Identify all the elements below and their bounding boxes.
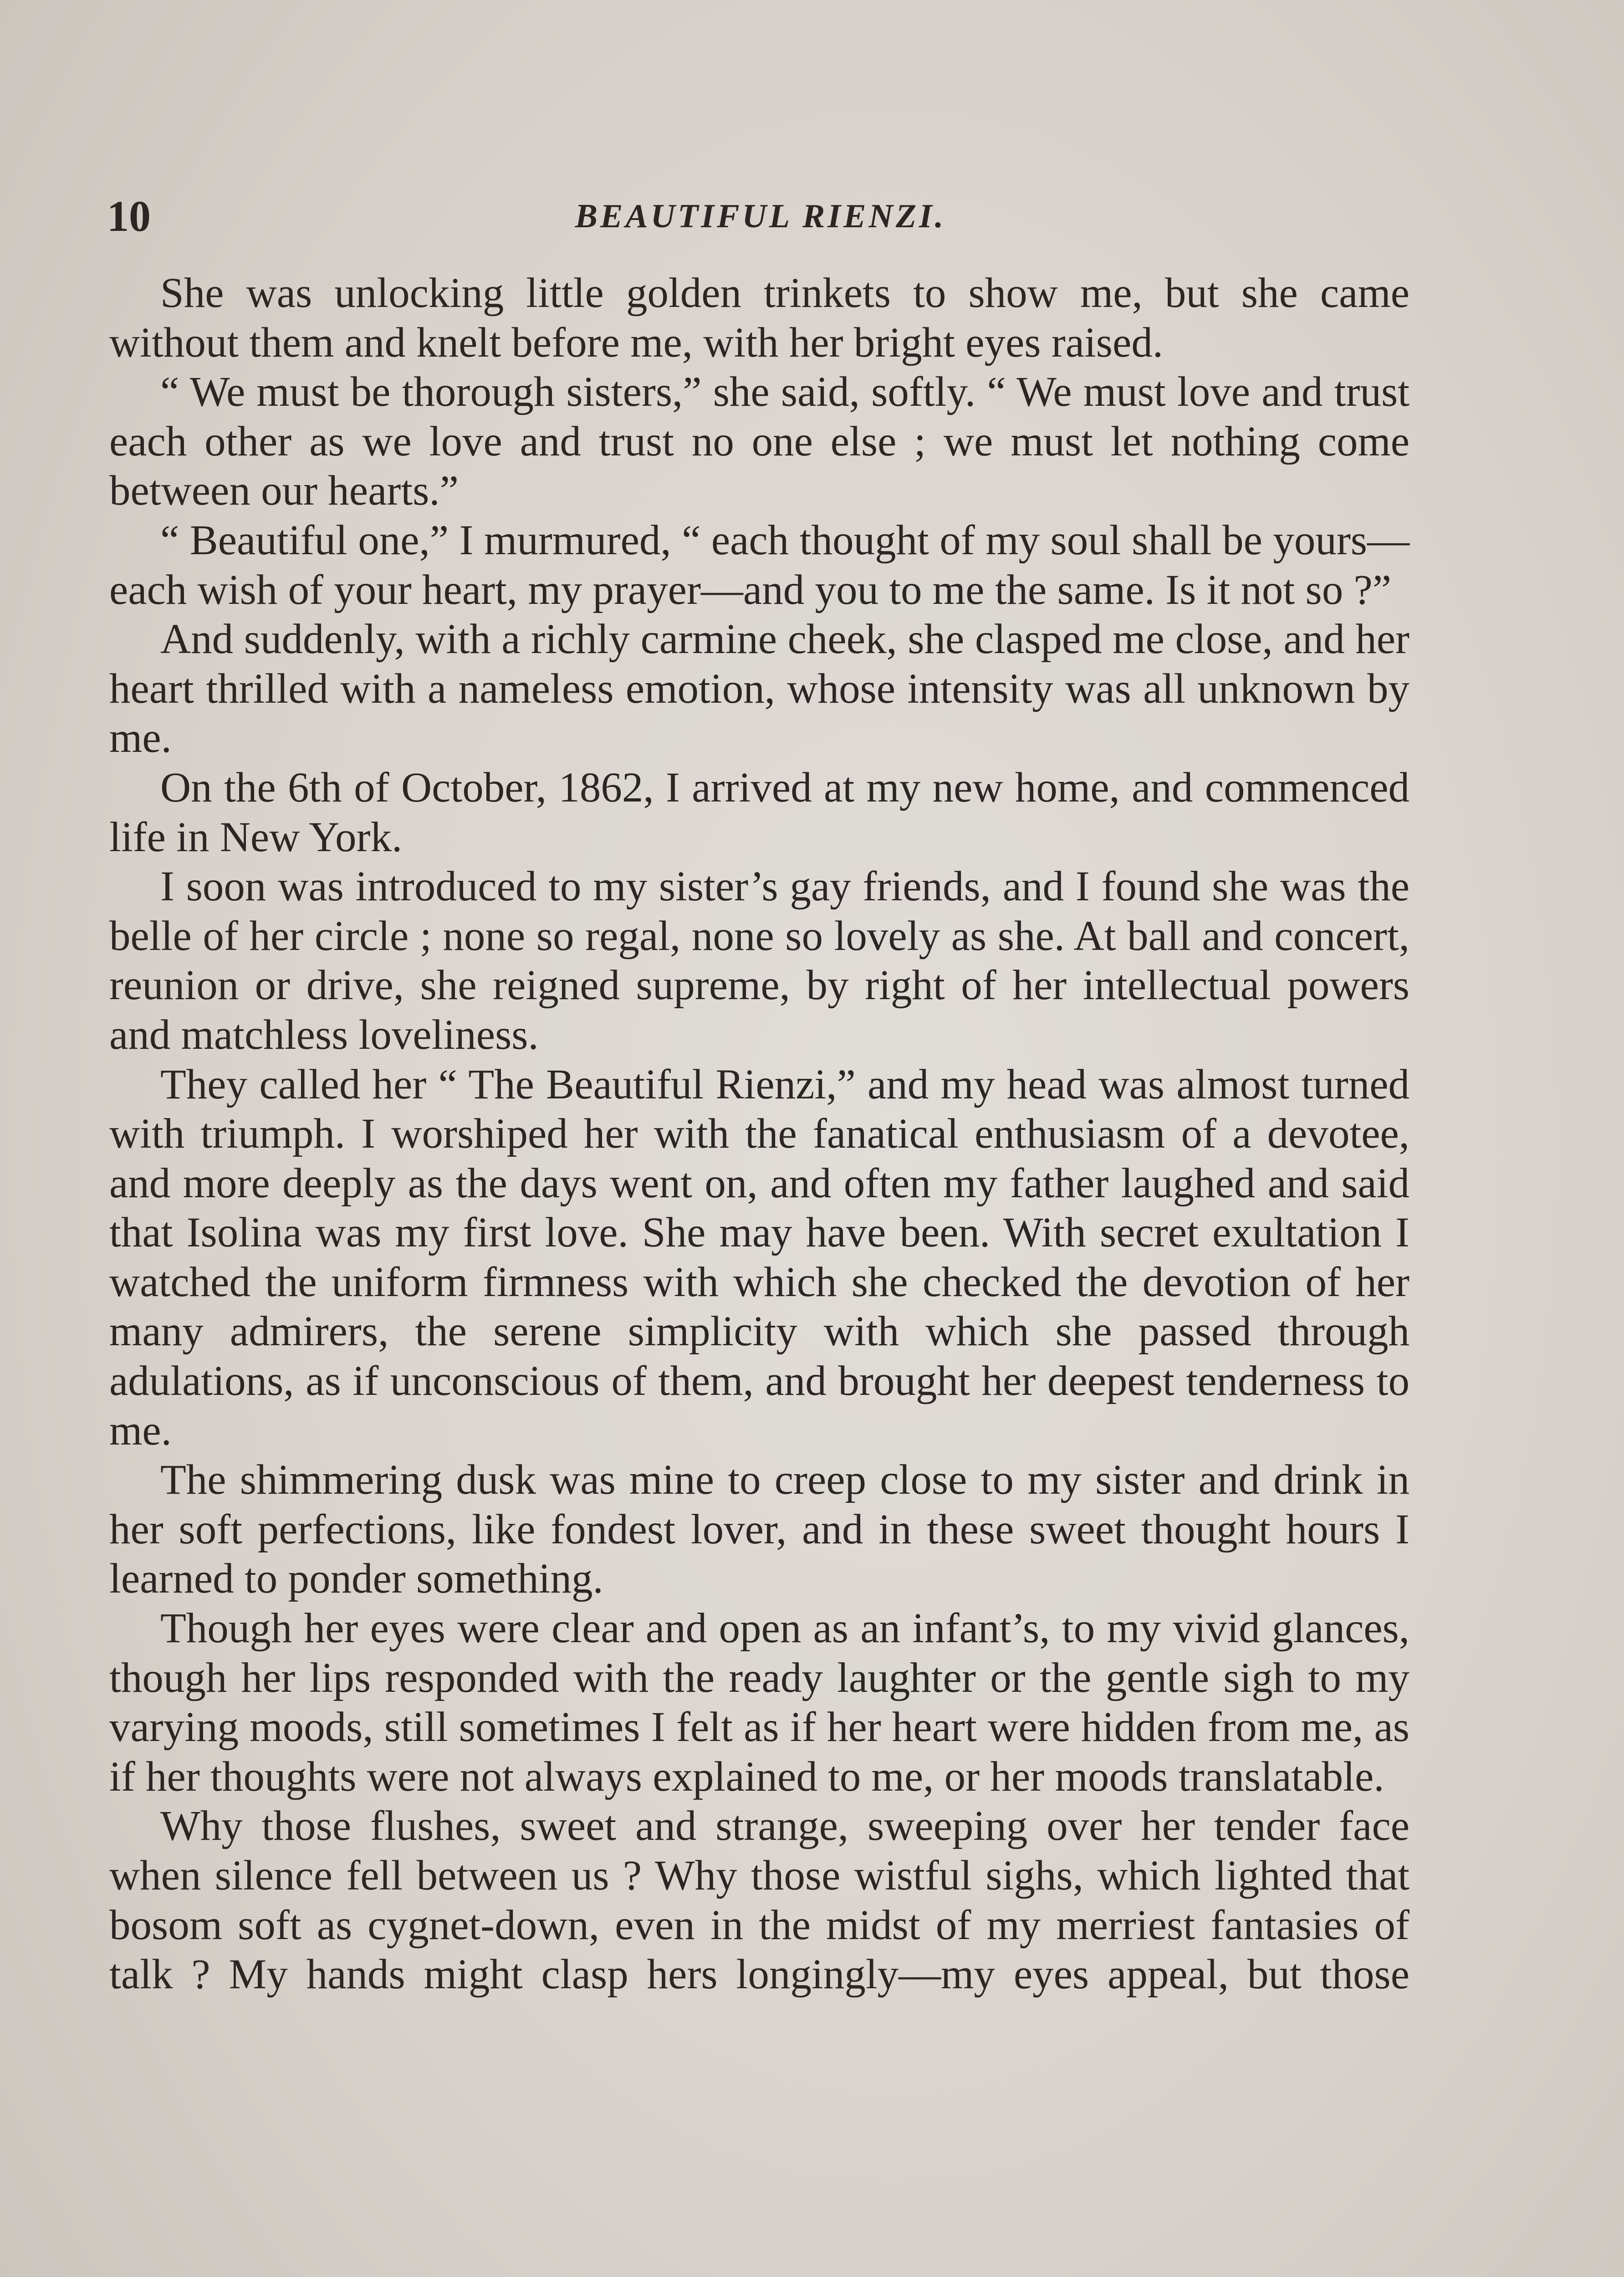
paragraph: I soon was introduced to my sister’s gay friends, and I found she was the belle of her circle ; none so regal, none so lovely as she. At ball and concert, reunion or drive, she reigned supreme, by right of her intellectual powers and matchless loveliness. — [109, 863, 1410, 1058]
paragraph: She was unlocking little golden trinkets to show me, but she came without them and knelt before me, with her bright eyes raised. — [109, 270, 1410, 366]
body-text — [109, 269, 1410, 2000]
paragraph: Why those flushes, sweet and strange, sweeping over her tender face when silence fell between us ? Why those wistful sighs, which lighted that bosom soft as cygnet-down, even in the midst of my merriest fantasies of talk ? My hands might clasp hers longingly—my eyes appeal, but those — [109, 1802, 1410, 1998]
paragraph: The shimmering dusk was mine to creep close to my sister and drink in her soft perfections, like fondest lover, and in these sweet thought hours I learned to ponder something. — [109, 1456, 1410, 1603]
paragraph: On the 6th of October, 1862, I arrived at my new home, and commenced life in New York. — [109, 764, 1410, 861]
running-title: BEAUTIFUL RIENZI. — [575, 198, 946, 235]
page-number: 10 — [107, 192, 151, 240]
paragraph: And suddenly, with a richly carmine cheek, she clasped me close, and her heart thrilled with a nameless emotion, whose intensity was all unknown by me. — [109, 616, 1410, 762]
paragraph: “ We must be thorough sisters,” she said, softly. “ We must love and trust each other as we love and trust no one else ; we must let nothing come between our hearts.” — [109, 368, 1410, 515]
page-header — [107, 187, 1414, 246]
paragraph: Though her eyes were clear and open as an infant’s, to my vivid glances, though her lips responded with the ready laughter or the gentle sigh to my varying moods, still sometimes I felt as if her heart were hidden from me, as if her thoughts were not always explained to me, or her moods translatable. — [109, 1605, 1410, 1800]
paragraph: They called her “ The Beautiful Rienzi,” and my head was almost turned with triumph. I worshiped her with the fanatical enthusiasm of a devotee, and more deeply as the days went on, and often my father laughed and said that Isolina was my first love. She may have been. With secret exultation I watched the uniform firmness with which she checked the devotion of her many admirers, the serene simplicity with which she passed through adulations, as if unconscious of them, and brought her deepest tenderness to me. — [109, 1061, 1410, 1454]
paragraph: “ Beautiful one,” I murmured, “ each thought of my soul shall be yours—each wish of your heart, my prayer—and you to me the same. Is it not so ?” — [109, 516, 1410, 613]
